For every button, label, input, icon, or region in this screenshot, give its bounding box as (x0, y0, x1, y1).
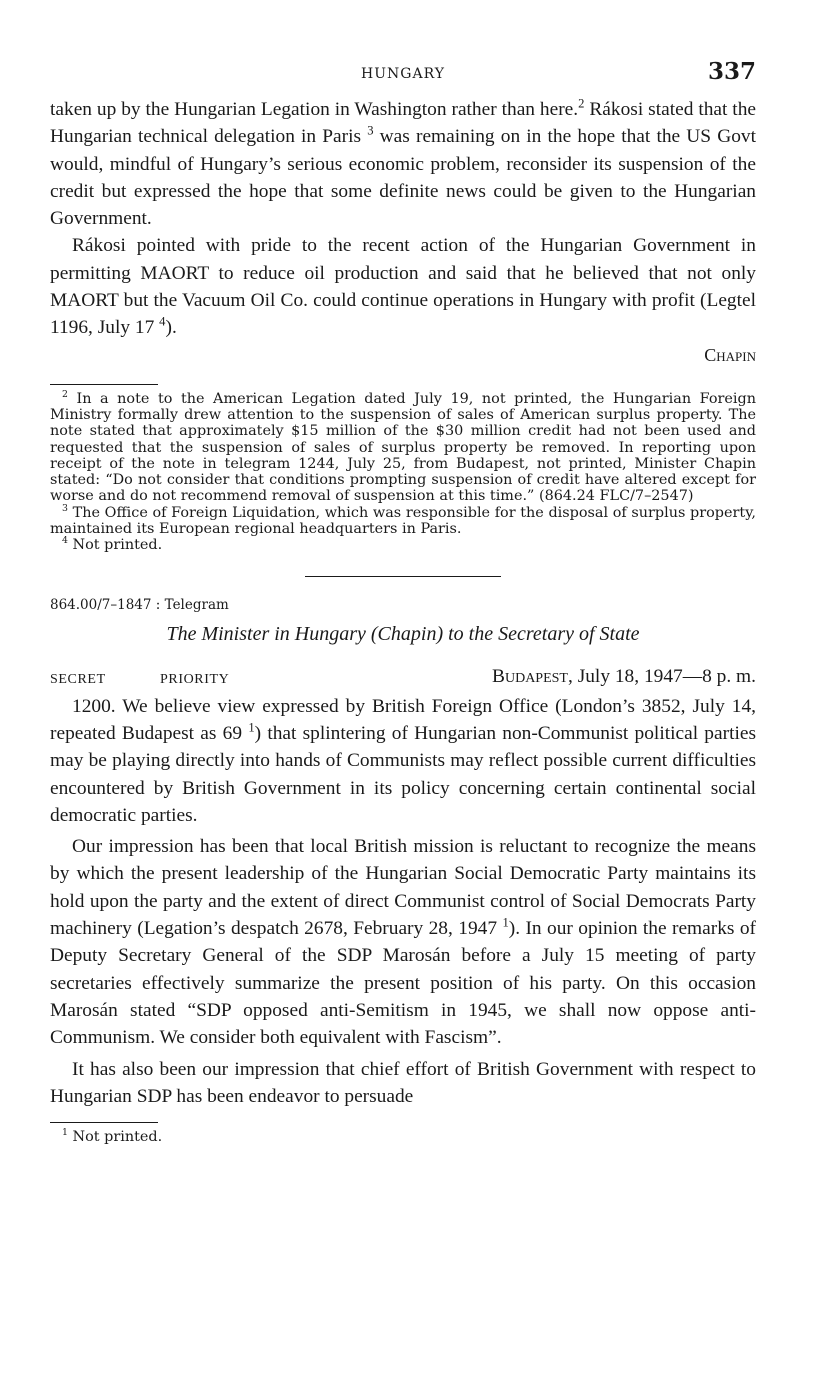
para-text: Rákosi pointed with pride to the recent action of the Hungarian Government in permitting MAORT to reduce oil production and said that he believed that not only MAORT but the Vacuum Oil Co. could continue operations in Hungary with profit (Legtel 1196, July 17 (50, 235, 756, 339)
dateline (50, 666, 756, 693)
footnote-mark: 4 (62, 535, 68, 547)
para-text: Rákosi stated that the Hungarian technical delegation in Paris (50, 99, 757, 148)
footnote-rule (50, 384, 158, 385)
document-file-number: 864.00/7–1847 : Telegram (50, 596, 229, 613)
footnote-ref[interactable]: 1 (502, 915, 509, 930)
footnote (50, 537, 756, 553)
running-head-title: HUNGARY (361, 66, 445, 82)
signature: Chapin (704, 344, 756, 365)
document-title: The Minister in Hungary (Chapin) to the Secretary of State (166, 622, 640, 645)
paragraph (50, 232, 756, 341)
page-number: 337 (707, 58, 756, 85)
document-page (50, 58, 756, 1145)
footnote-mark: 3 (62, 502, 68, 514)
para-text: ) that splintering of Hungarian non-Communist political parties may be playing directly into hands of Communists may reflect possible current difficulties encountered by British Government in its policy concerning certain continental social democratic parties. (50, 722, 756, 826)
para-text: was remaining on in the hope that the US Govt would, mindful of Hungary’s serious economic problem, reconsider its suspension of the credit but expressed the hope that some definite news could be given to the Hungarian Government. (50, 126, 757, 230)
priority: PRIORITY (160, 671, 230, 687)
footnote-rule (50, 1122, 158, 1123)
running-head (50, 58, 756, 88)
footnote (50, 1129, 756, 1145)
classification: SECRET (50, 671, 106, 687)
place: Budapest, (492, 665, 573, 687)
footnote-ref[interactable]: 2 (578, 96, 585, 111)
paragraph (50, 693, 756, 829)
footnote-text: In a note to the American Legation dated July 19, not printed, the Hungarian Foreign Ministry formally drew attention to the suspension of sales of American surplus property. The note stated that approximately $15 million of the $30 million credit had not been used and requested that the suspension of sales of surplus property be removed. In reporting upon receipt of the note in telegram 1244, July 25, from Budapest, not printed, Minister Chapin stated: “Do not consider that conditions prompting suspension of credit have altered except for worse and do not recommend removal of suspension at this time.” (864.24 FLC/7–2547) (50, 390, 757, 505)
footnote-text: Not printed. (72, 1129, 163, 1146)
date: July 18, 1947—8 p. m. (572, 665, 756, 687)
footnote-text: The Office of Foreign Liquidation, which was responsible for the disposal of surplus property, maintained its European regional headquarters in Paris. (50, 504, 756, 538)
date-place (492, 666, 756, 688)
para-text: 1200. We believe view expressed by British Foreign Office (London’s 3852, July 14, repeated Budapest as 69 (50, 695, 756, 744)
continued-paragraph (50, 96, 756, 232)
footnote-mark: 2 (62, 388, 68, 400)
footnote-mark: 1 (62, 1127, 68, 1139)
section-divider (305, 576, 501, 577)
footnote-ref[interactable]: 1 (248, 720, 255, 735)
para-text: It has also been our impression that chief effort of British Government with respect to Hungarian SDP has been endeavor to persuade (50, 1058, 756, 1107)
footnote (50, 388, 757, 505)
footnote-text: Not printed. (72, 537, 163, 554)
para-text: ). In our opinion the remarks of Deputy Secretary General of the SDP Marosán before a July 15 meeting of party secretaries effectively summarize the present position of his party. On this occasion Marosán stated “SDP opposed anti-Semitism in 1945, we shall now oppose anti-Communism. We consider both equivalent with Fascism”. (50, 918, 757, 1049)
footnote-ref[interactable]: 3 (367, 123, 374, 138)
para-text: Our impression has been that local British mission is reluctant to recognize the means by which the present leadership of the Hungarian Social Democratic Party maintains its hold upon the party and the extent of direct Communist control of Social Democrats Party machinery (Legation’s despatch 2678, February 28, 1947 (50, 836, 756, 940)
para-text: taken up by the Hungarian Legation in Washington rather than here. (50, 99, 579, 120)
para-text: ). (165, 317, 177, 339)
paragraph (50, 1056, 756, 1111)
footnote (50, 502, 756, 538)
footnote-ref[interactable]: 4 (159, 314, 166, 329)
paragraph (50, 833, 756, 1051)
